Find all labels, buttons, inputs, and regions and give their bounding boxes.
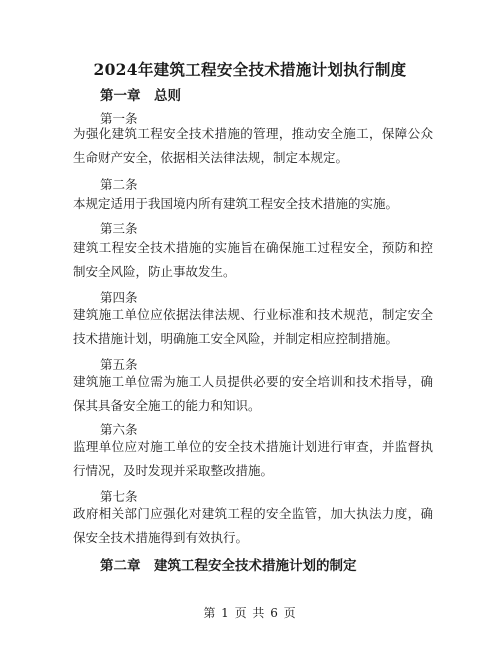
chapter-2-heading: 第二章 建筑工程安全技术措施计划的制定: [100, 558, 357, 574]
article-1-text: 为强化建筑工程安全技术措施的管理，推动安全施工，保障公众生命财产安全，依据相关法律法规，制定本规定。: [73, 126, 433, 165]
article-4-text: 建筑施工单位应依据法律法规、行业标准和技术规范，制定安全技术措施计划，明确施工安全风险，并制定相应控制措施。: [73, 307, 433, 346]
article-7-label: 第七条: [100, 489, 138, 504]
article-7-text: 政府相关部门应强化对建筑工程的安全监管，加大执法力度，确保安全技术措施得到有效执行。: [73, 506, 433, 545]
article-4-label: 第四条: [100, 290, 138, 305]
chapter-1-heading: 第一章 总则: [100, 88, 181, 104]
article-2-label: 第二条: [100, 177, 138, 192]
document-title: 2024年建筑工程安全技术措施计划执行制度: [93, 60, 407, 79]
article-3-text: 建筑工程安全技术措施的实施旨在确保施工过程安全，预防和控制安全风险，防止事故发生。: [73, 240, 433, 279]
article-5-text: 建筑施工单位需为施工人员提供必要的安全培训和技术指导，确保其具备安全施工的能力和知识。: [73, 374, 433, 413]
article-3-label: 第三条: [100, 221, 138, 236]
article-2-text: 本规定适用于我国境内所有建筑工程安全技术措施的实施。: [73, 196, 399, 211]
page-number-footer: 第 1 页 共 6 页: [203, 606, 297, 620]
article-5-label: 第五条: [100, 357, 138, 372]
article-1-label: 第一条: [100, 111, 138, 126]
article-6-label: 第六条: [100, 422, 138, 437]
article-6-text: 监理单位应对施工单位的安全技术措施计划进行审查，并监督执行情况，及时发现并采取整改措施。: [73, 439, 433, 478]
